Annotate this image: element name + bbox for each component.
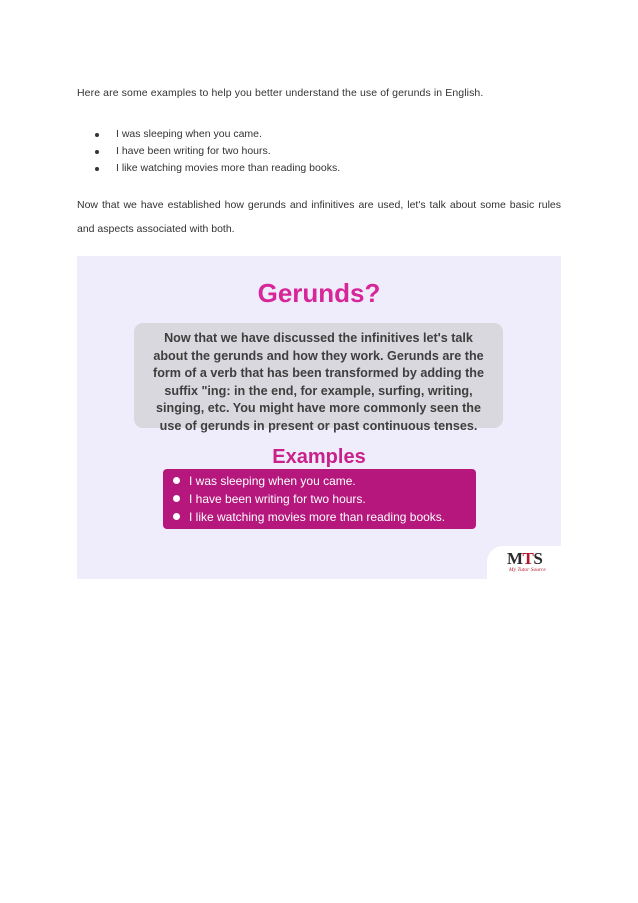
example-text: I like watching movies more than reading books.: [189, 510, 446, 524]
bullet-icon: [173, 513, 180, 520]
list-item-text: I have been writing for two hours.: [116, 145, 271, 157]
logo-subtitle: My Tutor Source: [509, 567, 546, 573]
logo-letter: M: [507, 549, 523, 568]
examples-heading: Examples: [272, 446, 366, 468]
list-item: [173, 472, 476, 490]
list-item: [93, 160, 340, 177]
list-item-text: I was sleeping when you came.: [116, 128, 262, 140]
list-item: [173, 490, 476, 508]
list-item: [173, 508, 476, 526]
example-bullet-list: [93, 126, 340, 177]
intro-text: Here are some examples to help you better understand the use of gerunds in English.: [77, 87, 484, 99]
example-text: I was sleeping when you came.: [189, 474, 356, 488]
bullet-icon: [95, 150, 99, 154]
list-item-text: I like watching movies more than reading books.: [116, 162, 341, 174]
infographic-title: Gerunds?: [257, 278, 381, 308]
list-item: [93, 143, 340, 160]
bullet-icon: [173, 477, 180, 484]
tie-icon: T: [522, 549, 534, 568]
gerunds-infographic: [77, 256, 561, 579]
infographic-description: Now that we have discussed the infinitives let's talk about the gerunds and how they work. Gerunds are the form of a verb that has been transformed by adding the suffix "ing: in the end, for example, surfing, writing, singing, etc. You might have more commonly seen the use of gerunds in present or past continuous tenses.: [134, 323, 503, 428]
examples-list: [163, 469, 476, 529]
logo-letter: S: [533, 549, 543, 568]
list-item: [93, 126, 340, 143]
bullet-icon: [95, 167, 99, 171]
mts-logo: [487, 546, 561, 579]
logo-mark: [507, 549, 542, 569]
bullet-icon: [95, 133, 99, 137]
example-text: I have been writing for two hours.: [189, 492, 366, 506]
body-paragraph: Now that we have established how gerunds and infinitives are used, let's talk about some basic rules and aspects associated with both.: [77, 199, 561, 235]
bullet-icon: [173, 495, 180, 502]
